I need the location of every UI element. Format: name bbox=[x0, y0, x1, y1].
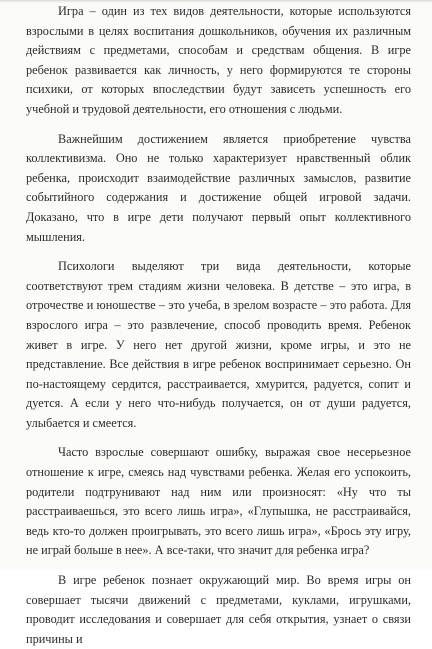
paragraph-life-stages: Психологи выделяют три вида деятельности, которые соответствуют трем стадиям жизни человека. В детстве – это игра, в отрочестве и юношестве – это учеба, в зрелом возрасте – это работа. Для взрослого игра – это развлечение, способ проводить время. Ребенок живет в игре. У него нет другой жизни, кроме игры, и это не представление. Все действия в игре ребенок воспринимает серьезно. Он по-настоящему сердится, расстраивается, хмурится, радуется, сопит и дуется. А если у него что-нибудь получается, он от души радуется, улыбается и смеется. bbox=[26, 259, 411, 430]
document-body bbox=[26, 2, 411, 649]
paragraph-game-definition: Игра – один из тех видов деятельности, которые используются взрослыми в целях воспитания дошкольников, обучения их различным действиям с предметами, способам и средствам общения. В игре ребенок развивается как личность, у него формируются те стороны психики, от которых впоследствии будут зависеть успешность его учебной и трудовой деятельности, его отношения с людьми. bbox=[26, 4, 411, 116]
paragraph-collectivism: Важнейшим достижением является приобретение чувства коллективизма. Оно не только характеризует нравственный облик ребенка, происходит взаимодействие различных замыслов, развитие событийного содержания и достижение общей игровой задачи. Доказано, что в игре дети получают первый опыт коллективного мышления. bbox=[26, 131, 411, 244]
paragraph-world-discovery: В игре ребенок познает окружающий мир. Во время игры он совершает тысячи движений с предметами, куклами, игрушками, проводит исследования и совершает для себя открытия, узнает о связи причины и bbox=[26, 573, 411, 646]
paragraph-adult-mistakes: Часто взрослые совершают ошибку, выражая свое несерьезное отношение к игре, смеясь над чувствами ребенка. Желая его успокоить, родители подтрунивают над ним или произносят: «Ну что ты расстраиваешься, это всего лишь игра», «Глупышка, не расстраивайся, ведь кто-то должен проигрывать, это всего лишь игра», «Брось эту игру, не играй больше в нее». А все-таки, что значит для ребенка игра? bbox=[26, 445, 411, 558]
